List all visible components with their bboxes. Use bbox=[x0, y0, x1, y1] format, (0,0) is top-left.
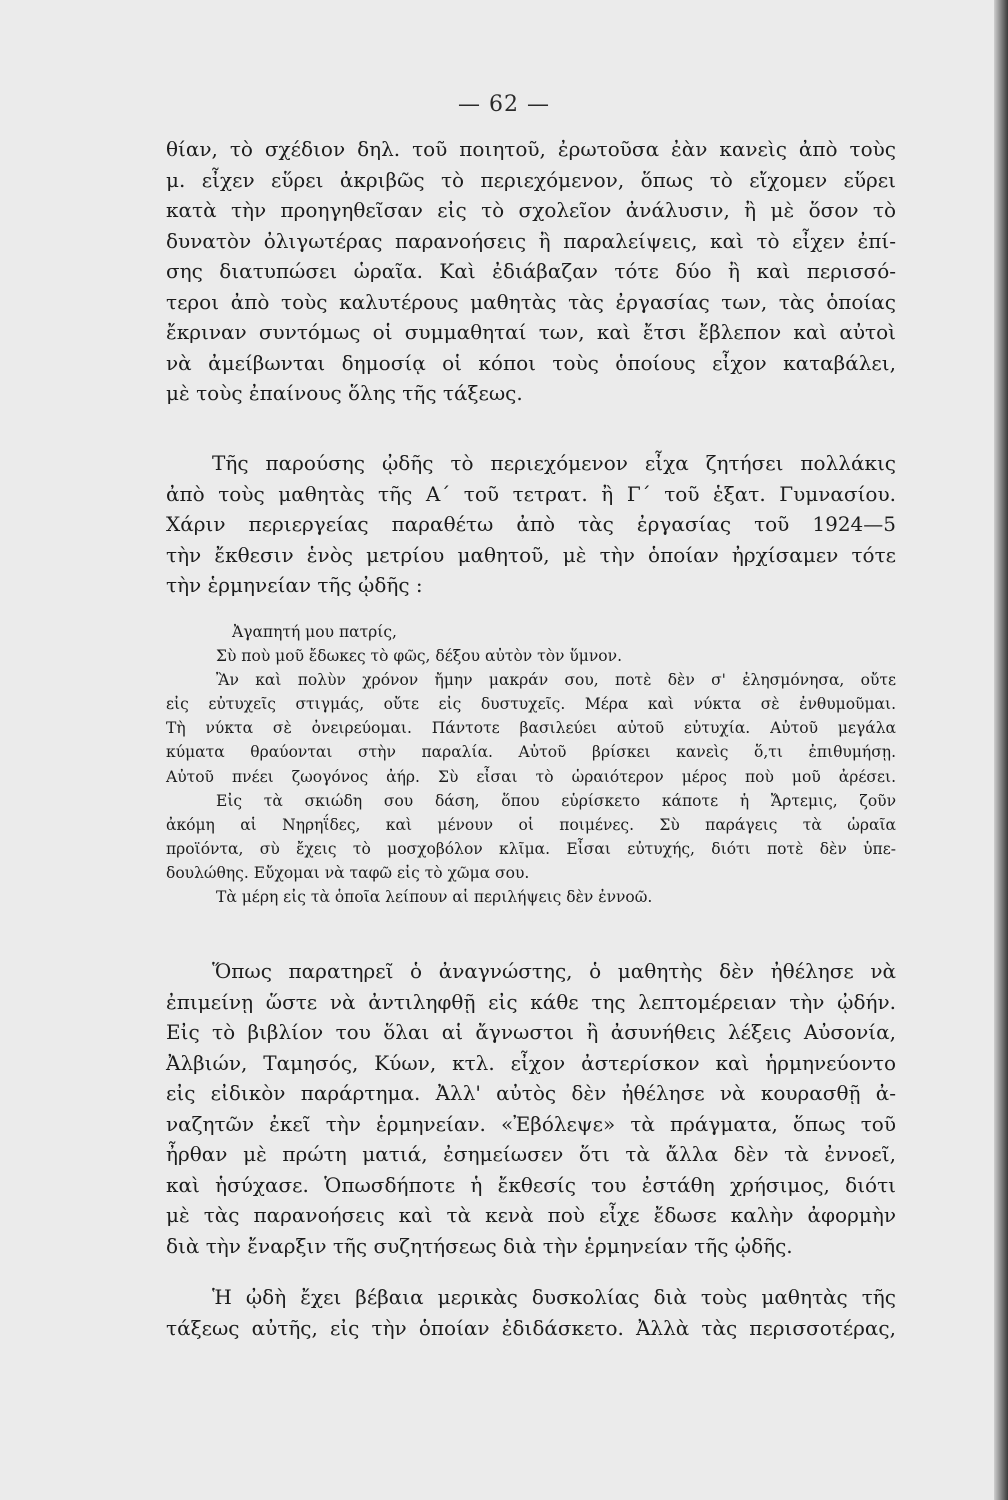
text-line: κατὰ τὴν προηγηθεῖσαν εἰς τὸ σχολεῖον ἀνάλυσιν, ἢ μὲ ὅσον τὸ bbox=[166, 198, 896, 222]
student-essay bbox=[166, 620, 896, 909]
text-line: ναζητῶν ἐκεῖ τὴν ἑρμηνείαν. «Ἐβόλεψε» τὰ πράγματα, ὅπως τοῦ bbox=[166, 1111, 896, 1136]
text-line: εἰς εἰδικὸν παράρτημα. Ἀλλ' αὐτὸς δὲν ἠθέλησε νὰ κουρασθῇ ἀ- bbox=[166, 1081, 896, 1105]
text-line: τάξεως αὐτῆς, εἰς τὴν ὁποίαν ἐδιδάσκετο. Ἀλλὰ τὰς περισσοτέρας, bbox=[166, 1315, 896, 1340]
text-line: ἔκριναν συντόμως οἱ συμμαθηταί των, καὶ ἔτσι ἔβλεπον καὶ αὐτοὶ bbox=[166, 320, 896, 344]
essay-line: Τὰ μέρη εἰς τὰ ὁποῖα λείπουν αἱ περιλήψεις δὲν ἐννοῶ. bbox=[216, 888, 653, 907]
text-line: τὴν ἑρμηνείαν τῆς ᾠδῆς : bbox=[166, 573, 423, 597]
page-edge-shadow bbox=[994, 0, 1008, 1500]
paragraph-2 bbox=[166, 448, 896, 601]
text-line: μὲ τὰς παρανοήσεις καὶ τὰ κενὰ ποὺ εἶχε ἔδωσε καλὴν ἀφορμὴν bbox=[166, 1203, 896, 1227]
text-line: ἦρθαν μὲ πρώτη ματιά, ἐσημείωσεν ὅτι τὰ ἄλλα δὲν τὰ ἐννοεῖ, bbox=[166, 1142, 896, 1166]
text-line: σης διατυπώσει ὡραῖα. Καὶ ἐδιάβαζαν τότε δύο ἢ καὶ περισσό- bbox=[166, 259, 896, 283]
paragraph-1 bbox=[166, 134, 896, 409]
text-line: νὰ ἀμείβωνται δημοσίᾳ οἱ κόποι τοὺς ὁποίους εἶχον καταβάλει, bbox=[166, 350, 896, 375]
essay-line: Αὐτοῦ πνέει ζωογόνος ἀήρ. Σὺ εἶσαι τὸ ὡραιότερον μέρος ποὺ μοῦ ἀρέσει. bbox=[166, 767, 896, 786]
essay-line: δουλώθης. Εὔχομαι νὰ ταφῶ εἰς τὸ χῶμα σου. bbox=[166, 863, 530, 882]
essay-line: Ἂν καὶ πολὺν χρόνον ἤμην μακράν σου, ποτὲ δὲν σ' ἐλησμόνησα, οὔτε bbox=[216, 671, 896, 690]
text-line: Τῆς παρούσης ᾠδῆς τὸ περιεχόμενον εἶχα ζητήσει πολλάκις bbox=[212, 451, 896, 475]
text-line: Χάριν περιεργείας παραθέτω ἀπὸ τὰς ἐργασίας τοῦ 1924—5 bbox=[166, 512, 896, 536]
text-line: τεροι ἀπὸ τοὺς καλυτέρους μαθητὰς τὰς ἐργασίας των, τὰς ὁποίας bbox=[166, 289, 896, 314]
essay-line: προϊόντα, σὺ ἔχεις τὸ μοσχοβόλον κλῖμα. Εἶσαι εὐτυχής, διότι ποτὲ δὲν ὑπε- bbox=[166, 839, 896, 858]
text-line: Ἀλβιών, Ταμησός, Κύων, κτλ. εἶχον ἀστερίσκον καὶ ἡρμηνεύοντο bbox=[166, 1050, 896, 1075]
essay-line: ἀκόμη αἱ Νηρηΐδες, καὶ μένουν οἱ ποιμένες. Σὺ παράγεις τὰ ὡραῖα bbox=[166, 815, 896, 834]
page-number: — 62 — bbox=[458, 92, 550, 117]
text-line: μ. εἶχεν εὕρει ἀκριβῶς τὸ περιεχόμενον, ὅπως τὸ εἴχομεν εὕρει bbox=[166, 167, 896, 192]
text-line: ἀπὸ τοὺς μαθητὰς τῆς Α΄ τοῦ τετρατ. ἢ Γ΄ τοῦ ἑξατ. Γυμνασίου. bbox=[166, 481, 896, 506]
text-line: μὲ τοὺς ἐπαίνους ὅλης τῆς τάξεως. bbox=[166, 381, 523, 405]
text-line: θίαν, τὸ σχέδιον δηλ. τοῦ ποιητοῦ, ἐρωτοῦσα ἐὰν κανεὶς ἀπὸ τοὺς bbox=[166, 137, 896, 161]
text-line: δυνατὸν ὀλιγωτέρας παρανοήσεις ἢ παραλείψεις, καὶ τὸ εἶχεν ἐπί- bbox=[166, 228, 896, 253]
text-line: Ὅπως παρατηρεῖ ὁ ἀναγνώστης, ὁ μαθητὴς δὲν ἠθέλησε νὰ bbox=[212, 959, 896, 983]
paragraph-3 bbox=[166, 956, 896, 1261]
essay-line: Τὴ νύκτα σὲ ὀνειρεύομαι. Πάντοτε βασιλεύει αὐτοῦ εὐτυχία. Αὐτοῦ μεγάλα bbox=[166, 719, 896, 738]
text-line: Εἰς τὸ βιβλίον του ὅλαι αἱ ἄγνωστοι ἢ ἀσυνήθεις λέξεις Αὐσονία, bbox=[166, 1020, 896, 1044]
essay-line: Ἀγαπητή μου πατρίς, bbox=[232, 623, 397, 641]
text-line: ἐπιμείνῃ ὥστε νὰ ἀντιληφθῇ εἰς κάθε της λεπτομέρειαν τὴν ᾠδήν. bbox=[166, 989, 896, 1014]
essay-line: Εἰς τὰ σκιώδη σου δάση, ὅπου εὑρίσκετο κάποτε ἡ Ἄρτεμις, ζοῦν bbox=[216, 791, 896, 810]
essay-line: κύματα θραύονται στὴν παραλία. Αὐτοῦ βρίσκει κανεὶς ὅ,τι ἐπιθυμήσῃ. bbox=[166, 743, 896, 762]
text-line: Ἡ ᾠδὴ ἔχει βέβαια μερικὰς δυσκολίας διὰ τοὺς μαθητὰς τῆς bbox=[212, 1285, 896, 1309]
paragraph-4 bbox=[166, 1282, 896, 1343]
essay-line: εἰς εὐτυχεῖς στιγμάς, οὔτε εἰς δυστυχεῖς. Μέρα καὶ νύκτα σὲ ἐνθυμοῦμαι. bbox=[166, 695, 896, 714]
text-line: διὰ τὴν ἔναρξιν τῆς συζητήσεως διὰ τὴν ἑρμηνείαν τῆς ᾠδῆς. bbox=[166, 1233, 793, 1258]
essay-line: Σὺ ποὺ μοῦ ἔδωκες τὸ φῶς, δέξου αὐτὸν τὸν ὕμνον. bbox=[216, 647, 622, 666]
text-line: τὴν ἔκθεσιν ἑνὸς μετρίου μαθητοῦ, μὲ τὴν ὁποίαν ἠρχίσαμεν τότε bbox=[166, 542, 896, 567]
text-line: καὶ ἡσύχασε. Ὁπωσδήποτε ἡ ἔκθεσίς του ἐστάθη χρήσιμος, διότι bbox=[166, 1172, 896, 1197]
